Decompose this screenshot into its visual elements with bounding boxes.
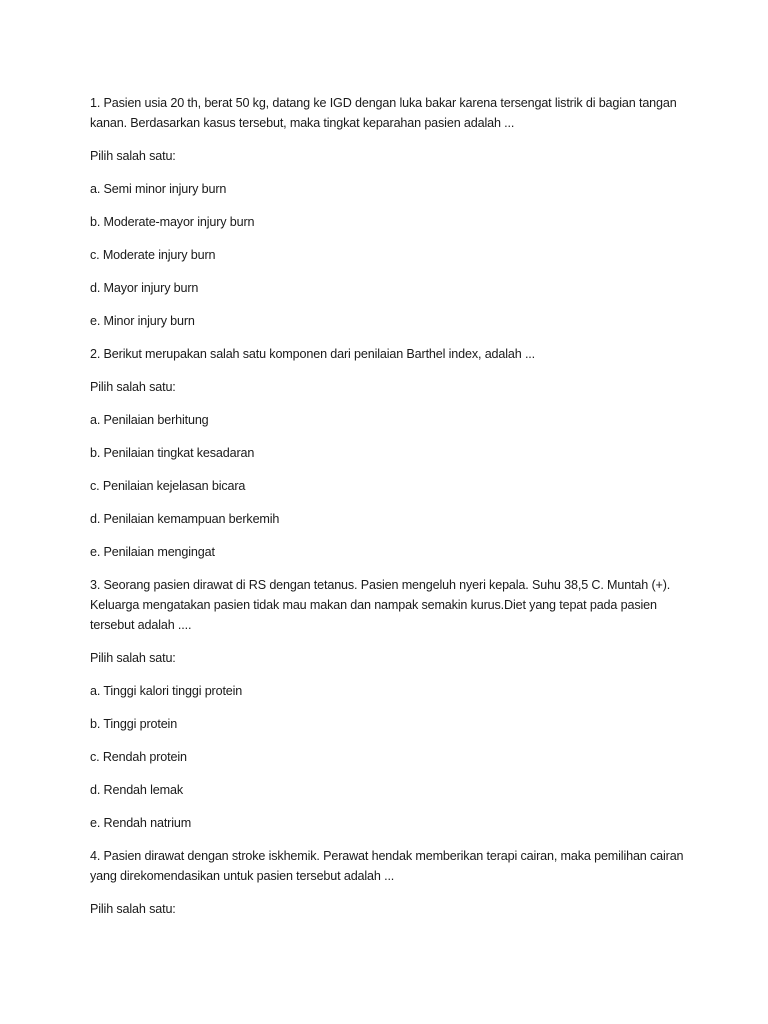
question-2-option-a: a. Penilaian berhitung: [90, 413, 209, 427]
question-1-option-b: b. Moderate-mayor injury burn: [90, 215, 255, 229]
question-1-prompt: Pilih salah satu:: [90, 149, 176, 163]
document-body: [90, 93, 690, 932]
question-3-option-c: c. Rendah protein: [90, 750, 187, 764]
question-2-option-b: b. Penilaian tingkat kesadaran: [90, 446, 255, 460]
question-1-option-d: d. Mayor injury burn: [90, 281, 199, 295]
question-2-option-c: c. Penilaian kejelasan bicara: [90, 479, 246, 493]
question-1-stem: 1. Pasien usia 20 th, berat 50 kg, datang ke IGD dengan luka bakar karena tersengat listrik di bagian tangan kanan. Berdasarkan kasus tersebut, maka tingkat keparahan pasien adalah ...: [90, 96, 677, 130]
question-3-option-e: e. Rendah natrium: [90, 816, 192, 830]
question-4-stem: 4. Pasien dirawat dengan stroke iskhemik. Perawat hendak memberikan terapi cairan, maka pemilihan cairan yang direkomendasikan untuk pasien tersebut adalah ...: [90, 849, 684, 883]
question-2-option-d: d. Penilaian kemampuan berkemih: [90, 512, 280, 526]
question-3-prompt: Pilih salah satu:: [90, 651, 176, 665]
question-1-option-c: c. Moderate injury burn: [90, 248, 216, 262]
question-1-option-a: a. Semi minor injury burn: [90, 182, 227, 196]
question-3-option-d: d. Rendah lemak: [90, 783, 183, 797]
question-4-prompt: Pilih salah satu:: [90, 902, 176, 916]
question-3-stem: 3. Seorang pasien dirawat di RS dengan tetanus. Pasien mengeluh nyeri kepala. Suhu 38,5 C. Muntah (+). Keluarga mengatakan pasien tidak mau makan dan nampak semakin kurus.Diet yang tepat pada pasien tersebut adalah ....: [90, 578, 671, 632]
question-2-stem: 2. Berikut merupakan salah satu komponen dari penilaian Barthel index, adalah ...: [90, 347, 536, 361]
question-2-option-e: e. Penilaian mengingat: [90, 545, 215, 559]
question-2-prompt: Pilih salah satu:: [90, 380, 176, 394]
question-1-option-e: e. Minor injury burn: [90, 314, 195, 328]
question-3-option-a: a. Tinggi kalori tinggi protein: [90, 684, 243, 698]
question-3-option-b: b. Tinggi protein: [90, 717, 178, 731]
